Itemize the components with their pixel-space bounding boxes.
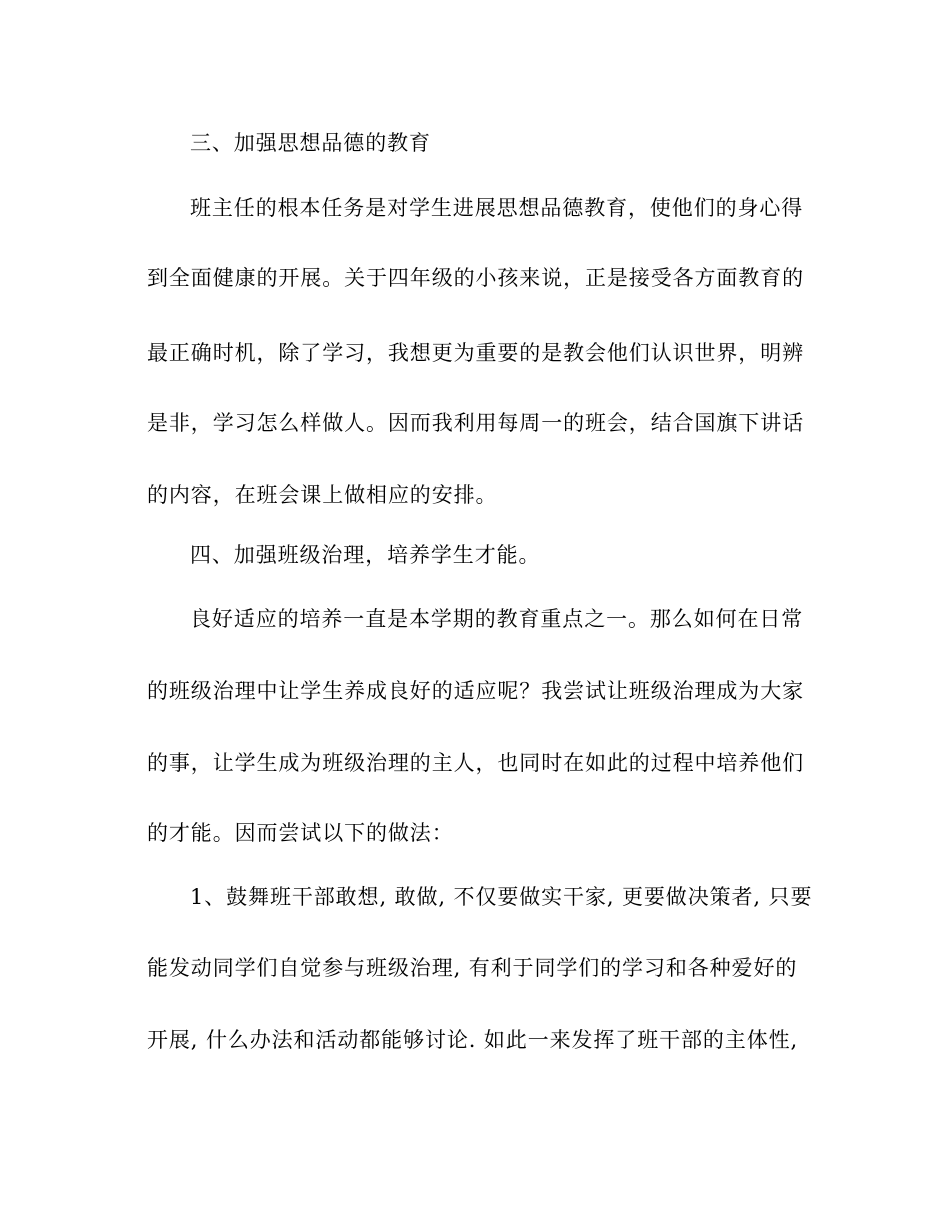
paragraph-line: 的班级治理中让学生养成良好的适应呢？我尝试让班级治理成为大家 xyxy=(147,679,804,703)
list-item-1: 1、鼓舞班干部敢想, 敢做, 不仅要做实干家, 更要做决策者, 只要 xyxy=(190,885,813,909)
section-heading-3: 三、加强思想品德的教育 xyxy=(190,131,431,155)
paragraph-line: 的内容，在班会课上做相应的安排。 xyxy=(147,483,498,507)
paragraph-line: 最正确时机，除了学习，我想更为重要的是教会他们认识世界，明辨 xyxy=(147,341,804,365)
paragraph-line: 班主任的根本任务是对学生进展思想品德教育，使他们的身心得 xyxy=(190,196,804,220)
paragraph-line: 能发动同学们自觉参与班级治理, 有利于同学们的学习和各种爱好的 xyxy=(147,956,798,980)
section-heading-4: 四、加强班级治理，培养学生才能。 xyxy=(190,543,541,567)
paragraph-line: 的才能。因而尝试以下的做法： xyxy=(147,821,454,845)
paragraph-line: 的事，让学生成为班级治理的主人，也同时在如此的过程中培养他们 xyxy=(147,751,804,775)
paragraph-line: 开展, 什么办法和活动都能够讨论. 如此一来发挥了班干部的主体性, xyxy=(147,1028,799,1052)
paragraph-line: 是非，学习怎么样做人。因而我利用每周一的班会，结合国旗下讲话 xyxy=(147,411,804,435)
paragraph-line: 到全面健康的开展。关于四年级的小孩来说，正是接受各方面教育的 xyxy=(147,266,804,290)
paragraph-line: 良好适应的培养一直是本学期的教育重点之一。那么如何在日常 xyxy=(190,607,804,631)
